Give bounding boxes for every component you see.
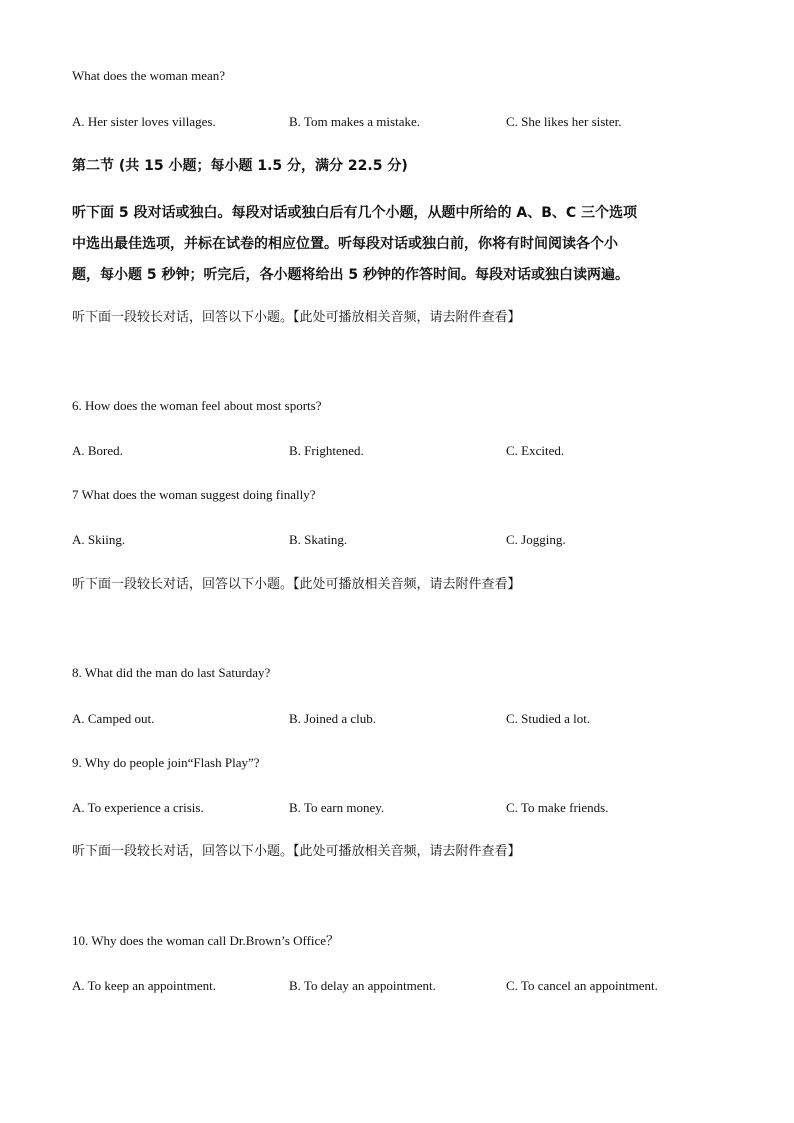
question-6-text: 6. How does the woman feel about most sports? — [72, 398, 322, 413]
audio-note: 听下面一段较长对话，回答以下小题。【此处可播放相关音频，请去附件查看】 — [72, 577, 521, 592]
option-c: C. To cancel an appointment. — [506, 978, 658, 993]
option-a: A. To keep an appointment. — [72, 978, 216, 993]
question-5-options — [72, 113, 752, 131]
option-c: C. Jogging. — [506, 532, 566, 547]
question-8-text: 8. What did the man do last Saturday? — [72, 665, 271, 680]
question-10-text: 10. Why does the woman call Dr.Brown’s Office？ — [72, 933, 340, 948]
option-a: A. Camped out. — [72, 711, 155, 726]
option-b: B. Frightened. — [289, 443, 364, 458]
question-8-options — [72, 710, 752, 728]
instruction-line: 题，每小题 5 秒钟；听完后，各小题将给出 5 秒钟的作答时间。每段对话或独白读两遍。 — [72, 267, 629, 283]
question-7-text: 7 What does the woman suggest doing finally? — [72, 487, 316, 502]
audio-note: 听下面一段较长对话，回答以下小题。【此处可播放相关音频，请去附件查看】 — [72, 844, 521, 859]
option-b: B. Joined a club. — [289, 711, 377, 726]
option-c: C. She likes her sister. — [506, 114, 622, 129]
section-instructions — [72, 198, 732, 291]
question-5-text: What does the woman mean? — [72, 68, 226, 83]
audio-note: 听下面一段较长对话，回答以下小题。【此处可播放相关音频，请去附件查看】 — [72, 310, 521, 325]
option-c: C. To make friends. — [506, 800, 609, 815]
question-6-options — [72, 442, 752, 460]
question-9-options — [72, 799, 752, 817]
option-a: A. Skiing. — [72, 532, 126, 547]
option-c: C. Excited. — [506, 443, 565, 458]
option-c: C. Studied a lot. — [506, 711, 591, 726]
option-b: B. To earn money. — [289, 800, 385, 815]
option-a: A. To experience a crisis. — [72, 800, 204, 815]
option-b: B. Skating. — [289, 532, 348, 547]
question-10-options — [72, 977, 752, 995]
question-9-text: 9. Why do people join“Flash Play”? — [72, 755, 260, 770]
instruction-line: 中选出最佳选项，并标在试卷的相应位置。听每段对话或独白前，你将有时间阅读各个小 — [72, 236, 618, 252]
option-a: A. Her sister loves villages. — [72, 114, 216, 129]
option-b: B. Tom makes a mistake. — [289, 114, 420, 129]
option-b: B. To delay an appointment. — [289, 978, 436, 993]
option-a: A. Bored. — [72, 443, 123, 458]
section-title: 第二节 (共 15 小题；每小题 1.5 分，满分 22.5 分) — [72, 158, 408, 174]
question-7-options — [72, 531, 752, 549]
instruction-line: 听下面 5 段对话或独白。每段对话或独白后有几个小题，从题中所给的 A、B、C 三个选项 — [72, 205, 638, 221]
